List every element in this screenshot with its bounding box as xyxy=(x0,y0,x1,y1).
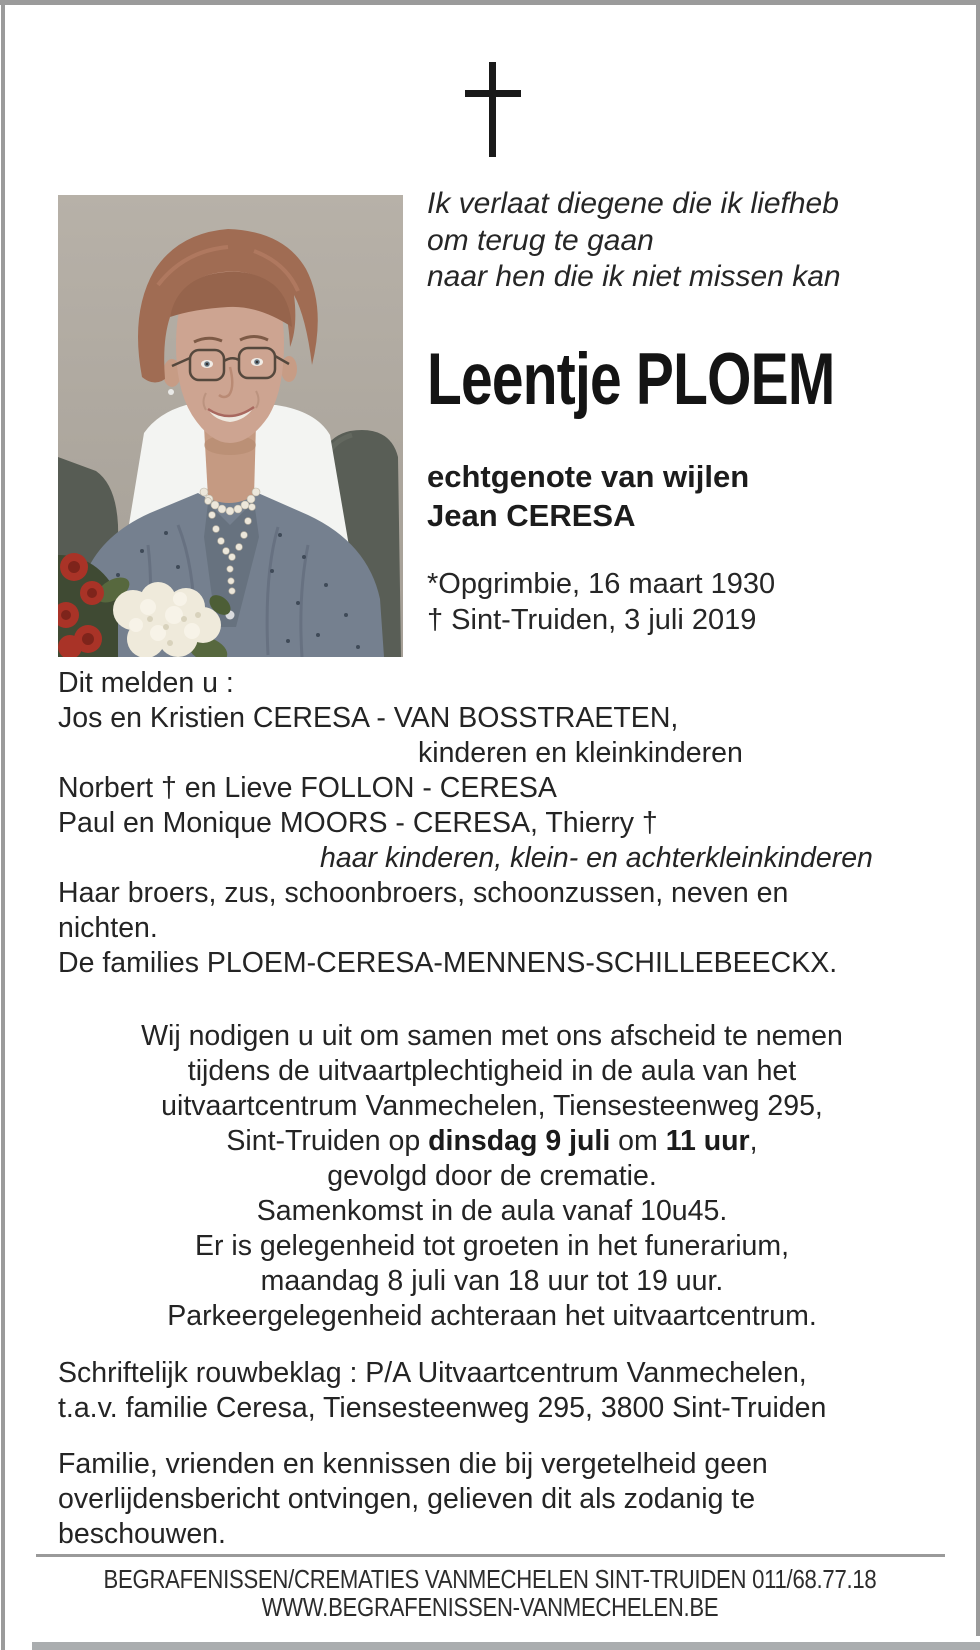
ceremony-line: Samenkomst in de aula vanaf 10u45. xyxy=(256,1195,728,1227)
footer-divider xyxy=(36,1554,945,1557)
life-dates xyxy=(427,566,947,638)
ceremony-line: tijdens de uitvaartplechtigheid in de aula van het xyxy=(187,1055,797,1087)
family-line: nichten. xyxy=(58,912,158,944)
announcement-intro: Dit melden u : xyxy=(58,667,234,699)
ceremony-line: uitvaartcentrum Vanmechelen, Tiensesteenweg 295, xyxy=(161,1090,823,1122)
death-line: † Sint-Truiden, 3 juli 2019 xyxy=(427,604,757,636)
scan-border-bottom xyxy=(32,1642,980,1650)
funeral-home-website: WWW.BEGRAFENISSEN-VANMECHELEN.BE xyxy=(261,1591,719,1622)
family-line: Haar broers, zus, schoonbroers, schoonzussen, neven en xyxy=(58,877,789,909)
quote-line: om terug te gaan xyxy=(427,223,654,257)
ceremony-line: Er is gelegenheid tot groeten in het funerarium, xyxy=(194,1230,790,1262)
ceremony-date: dinsdag 9 juli xyxy=(428,1125,611,1157)
farewell-quote xyxy=(427,186,947,296)
ceremony-text: , xyxy=(749,1125,758,1157)
scan-border-right xyxy=(976,0,980,1636)
relation-to-spouse xyxy=(427,458,947,535)
portrait-photo xyxy=(58,195,403,657)
scan-border-left xyxy=(1,0,5,1650)
notice-line: beschouwen. xyxy=(58,1518,226,1550)
family-subline: haar kinderen, klein- en achterkleinkinderen xyxy=(320,842,873,874)
condolence-address xyxy=(58,1356,938,1426)
portrait-illustration xyxy=(58,195,403,657)
deceased-name: Leentje PLOEM xyxy=(427,339,835,420)
cross-vertical-bar xyxy=(489,62,496,157)
notice-line: overlijdensbericht ontvingen, gelieven dit als zodanig te xyxy=(58,1483,756,1515)
ceremony-text: Sint-Truiden op xyxy=(226,1125,429,1157)
family-line: Paul en Monique MOORS - CERESA, Thierry † xyxy=(58,807,658,839)
quote-line: Ik verlaat diegene die ik liefheb xyxy=(427,187,839,220)
quote-line: naar hen die ik niet missen kan xyxy=(427,260,841,293)
family-line: De families PLOEM-CERESA-MENNENS-SCHILLEBEECKX. xyxy=(58,947,838,979)
relation-line: echtgenote van wijlen xyxy=(427,459,750,494)
ceremony-line: maandag 8 juli van 18 uur tot 19 uur. xyxy=(260,1265,724,1297)
scan-border-top xyxy=(0,0,980,5)
birth-line: *Opgrimbie, 16 maart 1930 xyxy=(427,568,776,600)
funeral-home-footer xyxy=(0,1566,980,1621)
ceremony-invitation xyxy=(58,1019,926,1334)
ceremony-line xyxy=(58,1124,926,1159)
notice-line: Familie, vrienden en kennissen die bij vergetelheid geen xyxy=(58,1448,768,1480)
family-subline: kinderen en kleinkinderen xyxy=(418,737,743,769)
family-announcement xyxy=(58,666,926,981)
forgetfulness-notice xyxy=(58,1447,938,1552)
ceremony-text: om xyxy=(610,1125,666,1157)
family-line: Jos en Kristien CERESA - VAN BOSSTRAETEN, xyxy=(58,702,679,734)
spouse-name: Jean CERESA xyxy=(427,497,636,533)
condolence-line: Schriftelijk rouwbeklag : P/A Uitvaartcentrum Vanmechelen, xyxy=(58,1357,807,1389)
cross-horizontal-bar xyxy=(465,90,521,97)
ceremony-line: Wij nodigen u uit om samen met ons afscheid te nemen xyxy=(141,1020,843,1052)
ceremony-time: 11 uur xyxy=(665,1125,750,1157)
ceremony-line: gevolgd door de crematie. xyxy=(327,1160,657,1192)
ceremony-line: Parkeergelegenheid achteraan het uitvaartcentrum. xyxy=(167,1300,817,1332)
funeral-home-contact: BEGRAFENISSEN/CREMATIES VANMECHELEN SINT-TRUIDEN 011/68.77.18 xyxy=(103,1564,877,1594)
family-line: Norbert † en Lieve FOLLON - CERESA xyxy=(58,772,557,804)
condolence-line: t.a.v. familie Ceresa, Tiensesteenweg 295, 3800 Sint-Truiden xyxy=(58,1392,827,1424)
